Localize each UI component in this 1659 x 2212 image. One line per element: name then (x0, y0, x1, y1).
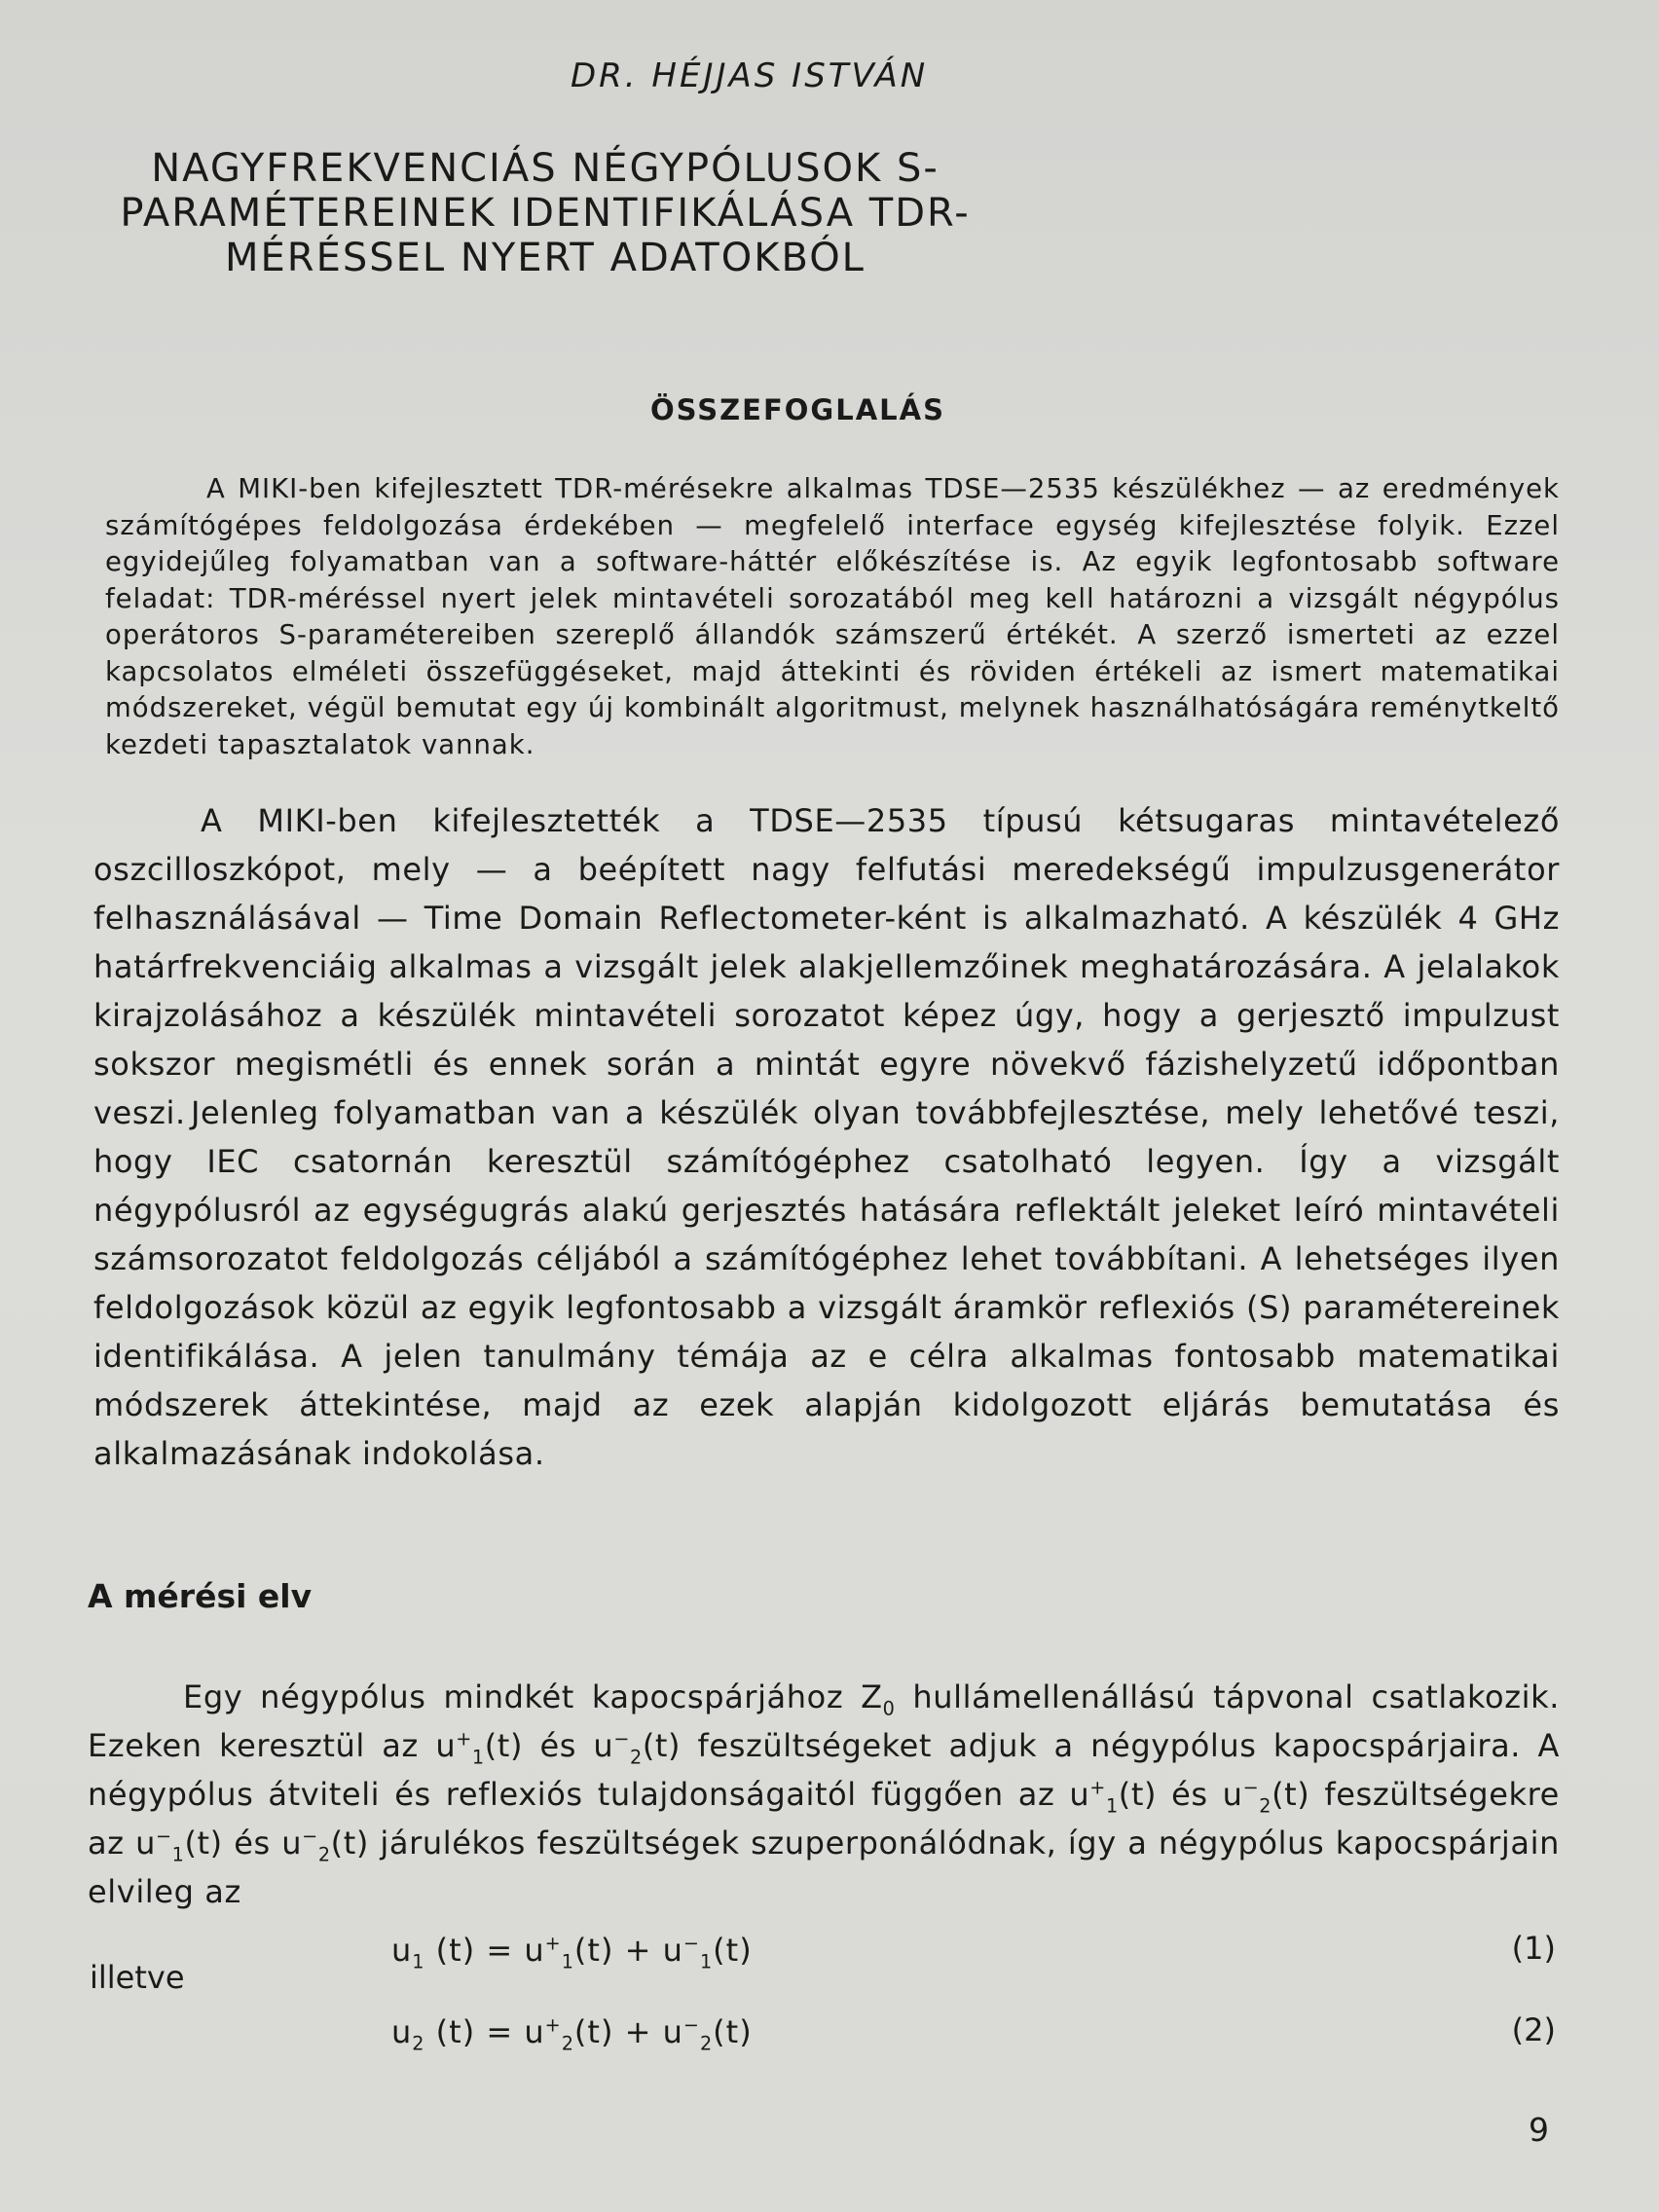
equation-2 (391, 2013, 753, 2055)
body-paragraph-3 (88, 1673, 1560, 1916)
eq2-sub: 2 (699, 2032, 714, 2055)
equation-number-2: (2) (1511, 2011, 1556, 2048)
p3-text: (t) és u (184, 1825, 303, 1862)
p3-sub: 0 (882, 1697, 896, 1720)
section-heading: A mérési elv (88, 1577, 313, 1615)
p3-text: Egy négypólus mindkét kapocspárjához Z (183, 1678, 883, 1715)
p3-sup: − (1242, 1776, 1260, 1799)
body-paragraph-1: A MIKI-ben kifejlesztették a TDSE—2535 típusú kétsugaras mintavételező oszcilloszkópot, mely — a beépített nagy felfutási meredekségű impulzusgenerátor felhasználásával — Time Domain Reflectometer-ként is alkalmazható. A készülék 4 GHz határfrekvenciáig alkalmas a vizsgált jelek alakjellemzőinek meghatározására. A jelalakok kirajzolásához a készülék mintavételi sorozatot képez úgy, hogy a gerjesztő impulzust sokszor megismétli és ennek során a mintát egyre növekvő fázishelyzetű időpontban veszi. (93, 802, 1560, 1131)
p3-sup: − (302, 1825, 318, 1848)
paper-title: NAGYFREKVENCIÁS NÉGYPÓLUSOK S-PARAMÉTEREINEK IDENTIFIKÁLÁSA TDR-MÉRÉSSEL NYERT ADATOKBÓL (120, 146, 971, 280)
author-name: DR. HÉJJAS ISTVÁN (571, 56, 929, 95)
eq1-lhs-sub: 1 (412, 1950, 425, 1973)
body-paragraph-2: Jelenleg folyamatban van a készülék olyan továbbfejlesztése, mely lehetővé teszi, hogy IEC csatornán keresztül számítógéphez csatolható legyen. Így a vizsgált négypólusról az egységugrás alakú gerjesztés hatására reflektált jeleket leíró mintavételi számsorozatot feldolgozás céljából a számítógéphez lehet továbbítani. A lehetséges ilyen feldolgozások közül az egyik legfontosabb a vizsgált áramkör reflexiós (S) paramétereinek identifikálása. A jelen tanulmány témája az e célra alkalmas fontosabb matematikai módszerek áttekintése, majd az ezek alapján kidolgozott eljárás bemutatása és alkalmazásának indokolása. (93, 1094, 1560, 1472)
connector-word: illetve (90, 1959, 185, 1996)
p3-sup: − (613, 1727, 630, 1751)
p3-text: (t) és u (1118, 1776, 1243, 1813)
p3-sub: 2 (630, 1746, 643, 1769)
equation-number-1: (1) (1511, 1930, 1556, 1967)
eq1-sub: 1 (699, 1950, 714, 1973)
eq2-sub: 2 (561, 2032, 574, 2055)
eq2-plus: + (544, 2013, 562, 2037)
p3-sub: 1 (471, 1746, 485, 1769)
eq1-plus: + (544, 1932, 562, 1955)
eq2-mid: (t) = u (424, 2013, 545, 2050)
eq2-rest: (t) + u (573, 2013, 683, 2050)
eq2-lhs: u (391, 2013, 413, 2050)
eq1-mid: (t) = u (424, 1932, 545, 1969)
p3-sub: 1 (171, 1843, 185, 1866)
summary-heading: ÖSSZEFOGLALÁS (650, 393, 945, 426)
eq1-sub: 1 (561, 1950, 574, 1973)
eq2-lhs-sub: 2 (412, 2032, 425, 2055)
p3-sub: 1 (1105, 1794, 1119, 1818)
p3-text: (t) járulékos feszültségek szuperponálódnak, így a négypólus kapocspárjain elvileg az (88, 1825, 1560, 1910)
p3-sup: − (155, 1825, 172, 1848)
eq2-rest: (t) (713, 2013, 753, 2050)
p3-sub: 2 (317, 1843, 331, 1866)
p3-sup: + (456, 1727, 472, 1751)
equation-1 (391, 1932, 753, 1973)
p3-sub: 2 (1259, 1794, 1272, 1818)
eq1-rest: (t) (713, 1932, 753, 1969)
eq1-lhs: u (391, 1932, 413, 1969)
eq1-rest: (t) + u (573, 1932, 683, 1969)
p3-text: (t) feszültségekre az u (88, 1776, 1560, 1862)
eq2-minus: − (682, 2013, 700, 2037)
summary-paragraph: A MIKI-ben kifejlesztett TDR-mérésekre alkalmas TDSE—2535 készülékhez — az eredmények számítógépes feldolgozása érdekében — megfelelő interface egység kifejlesztése folyik. Ezzel egyidejűleg folyamatban van a software-háttér előkészítése is. Az egyik legfontosabb software feladat: TDR-méréssel nyert jelek mintavételi sorozatából meg kell határozni a vizsgált négypólus operátoros S-paramétereiben szereplő állandók számszerű értékét. A szerző ismerteti az ezzel kapcsolatos elméleti összefüggéseket, majd áttekinti és röviden értékeli az ismert matematikai módszereket, végül bemutat egy új kombinált algoritmust, melynek használhatóságára reménytkeltő kezdeti tapasztalatok vannak. (105, 473, 1560, 760)
page-number: 9 (1529, 2111, 1549, 2149)
p3-text: (t) és u (484, 1727, 614, 1764)
p3-text: (t) feszültségeket adjuk a négypólus kapocspárjaira. A négypólus átviteli és reflexiós tulajdonságaitól függően az u (88, 1727, 1560, 1813)
p3-sup: + (1089, 1776, 1106, 1799)
eq1-minus: − (682, 1932, 700, 1955)
p3-text: hullámellenállású tápvonal csatlakozik. Ezeken keresztül az u (88, 1678, 1560, 1764)
